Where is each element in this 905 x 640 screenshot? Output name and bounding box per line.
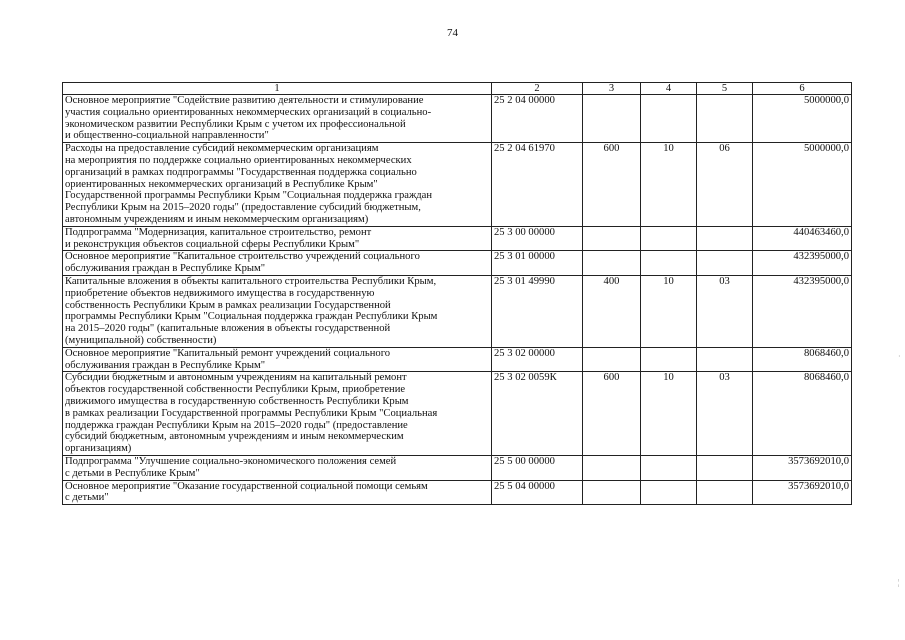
row-col5 (697, 95, 753, 143)
table-row (63, 455, 852, 480)
row-col3: 600 (583, 143, 641, 227)
row-amount: 440463460,0 (753, 226, 852, 251)
row-description: Подпрограмма "Улучшение социально-экономического положения семей с детьми в Республике Крым" (63, 455, 492, 480)
table-row (63, 275, 852, 347)
row-col3 (583, 347, 641, 372)
row-col4 (641, 347, 697, 372)
table-row (63, 372, 852, 456)
row-col4 (641, 480, 697, 505)
row-code: 25 3 02 0059К (492, 372, 583, 456)
row-amount: 8068460,0 (753, 347, 852, 372)
row-description: Основное мероприятие "Капитальное строительство учреждений социального обслуживания граждан в Республике Крым" (63, 251, 492, 276)
row-col5 (697, 347, 753, 372)
scan-edge-mark: · (898, 352, 901, 361)
table-row (63, 143, 852, 227)
row-col5: 03 (697, 275, 753, 347)
row-amount: 8068460,0 (753, 372, 852, 456)
row-col5 (697, 226, 753, 251)
budget-table (62, 82, 852, 505)
row-col5 (697, 251, 753, 276)
row-col3 (583, 226, 641, 251)
column-header-3: 3 (583, 83, 641, 95)
row-code: 25 2 04 61970 (492, 143, 583, 227)
row-col4 (641, 455, 697, 480)
table-row (63, 251, 852, 276)
row-description: Основное мероприятие "Оказание государственной социальной помощи семьям с детьми" (63, 480, 492, 505)
row-col5 (697, 480, 753, 505)
column-header-1: 1 (63, 83, 492, 95)
row-col3: 400 (583, 275, 641, 347)
page-number: 74 (447, 27, 458, 39)
row-amount: 5000000,0 (753, 143, 852, 227)
row-description: Расходы на предоставление субсидий некоммерческим организациям на мероприятия по поддержке социально ориентированных некоммерческих организаций в рамках подпрограммы "Государственная поддержка социально ориентированных некоммерческих организаций в Республике Крым" Государственной программы Республики Крым "Социальная поддержка граждан Республики Крым на 2015–2020 годы" (предоставление субсидий бюджетным, автономным учреждениям и иным некоммерческим организациям) (63, 143, 492, 227)
row-code: 25 3 00 00000 (492, 226, 583, 251)
row-col3 (583, 251, 641, 276)
column-header-2: 2 (492, 83, 583, 95)
row-code: 25 5 04 00000 (492, 480, 583, 505)
row-col4: 10 (641, 143, 697, 227)
row-code: 25 3 01 00000 (492, 251, 583, 276)
table-header-row (63, 83, 852, 95)
row-amount: 3573692010,0 (753, 480, 852, 505)
row-amount: 432395000,0 (753, 275, 852, 347)
row-col4: 10 (641, 372, 697, 456)
row-code: 25 5 00 00000 (492, 455, 583, 480)
row-code: 25 3 01 49990 (492, 275, 583, 347)
row-description: Основное мероприятие "Капитальный ремонт учреждений социального обслуживания граждан в Республике Крым" (63, 347, 492, 372)
row-col3 (583, 95, 641, 143)
row-description: Подпрограмма "Модернизация, капитальное строительство, ремонт и реконструкция объектов социальной сферы Республики Крым" (63, 226, 492, 251)
row-amount: 3573692010,0 (753, 455, 852, 480)
column-header-6: 6 (753, 83, 852, 95)
row-col4 (641, 226, 697, 251)
row-col4 (641, 95, 697, 143)
row-amount: 432395000,0 (753, 251, 852, 276)
row-col5 (697, 455, 753, 480)
row-amount: 5000000,0 (753, 95, 852, 143)
table-row (63, 347, 852, 372)
row-col4: 10 (641, 275, 697, 347)
table-row (63, 480, 852, 505)
row-col3: 600 (583, 372, 641, 456)
column-header-4: 4 (641, 83, 697, 95)
row-col3 (583, 480, 641, 505)
row-col5: 03 (697, 372, 753, 456)
column-header-5: 5 (697, 83, 753, 95)
scan-edge-mark: ¦ (898, 578, 900, 587)
table-row (63, 226, 852, 251)
table-row (63, 95, 852, 143)
row-col3 (583, 455, 641, 480)
row-code: 25 3 02 00000 (492, 347, 583, 372)
row-col4 (641, 251, 697, 276)
row-description: Субсидии бюджетным и автономным учреждениям на капитальный ремонт объектов государственной собственности Республики Крым, приобретение движимого имущества в государственную собственность Республики Крым в рамках реализации Государственной программы Республики Крым "Социальная поддержка граждан Республики Крым на 2015–2020 годы" (предоставление субсидий бюджетным, автономным учреждениям и иным некоммерческим организациям) (63, 372, 492, 456)
row-col5: 06 (697, 143, 753, 227)
row-description: Капитальные вложения в объекты капитального строительства Республики Крым, приобретение объектов недвижимого имущества в государственную собственность Республики Крым в рамках реализации Государственной программы Республики Крым "Социальная поддержка граждан Республики Крым на 2015–2020 годы" (капитальные вложения в объекты государственной (муниципальной) собственности) (63, 275, 492, 347)
row-code: 25 2 04 00000 (492, 95, 583, 143)
row-description: Основное мероприятие "Содействие развитию деятельности и стимулирование участия социально ориентированных некоммерческих организаций в социально- экономическом развитии Республики Крым с учетом их профессиональной и общественно-социальной направленности" (63, 95, 492, 143)
